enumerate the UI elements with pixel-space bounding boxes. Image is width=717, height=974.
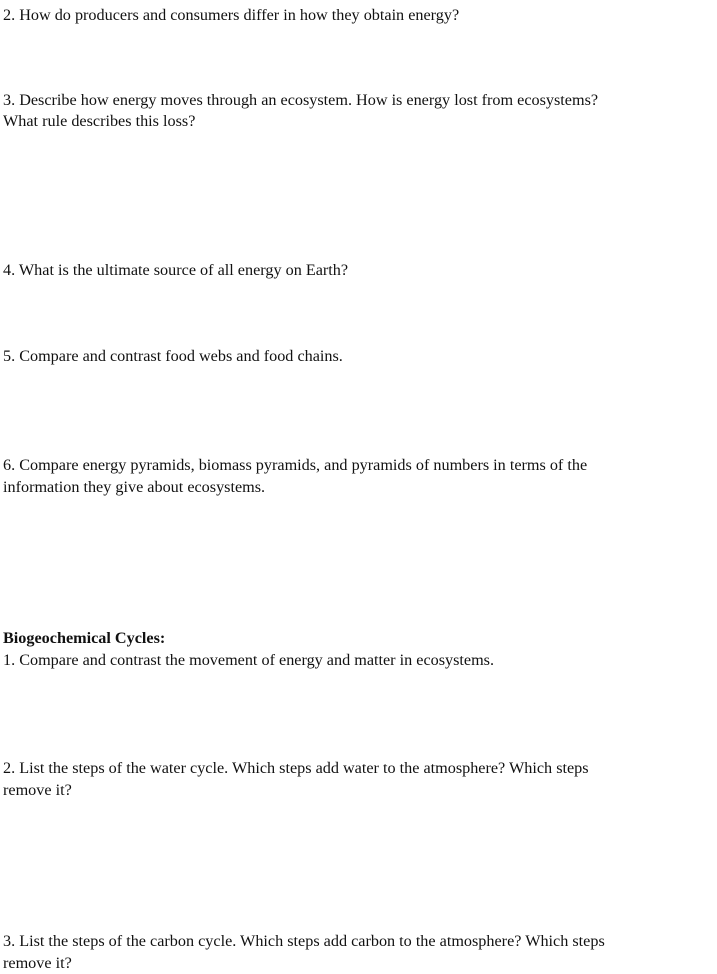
question-6-line-1: 6. Compare energy pyramids, biomass pyramids, and pyramids of numbers in terms of the xyxy=(3,456,588,474)
question-4-line-1: 4. What is the ultimate source of all energy on Earth? xyxy=(3,261,349,279)
bio-question-3-line-1: 3. List the steps of the carbon cycle. Which steps add carbon to the atmosphere? Which steps xyxy=(3,932,605,950)
question-3-line-1: 3. Describe how energy moves through an ecosystem. How is energy lost from ecosystems? xyxy=(3,91,599,109)
bio-question-2-line-1: 2. List the steps of the water cycle. Which steps add water to the atmosphere? Which steps xyxy=(3,759,589,777)
question-6-line-2: information they give about ecosystems. xyxy=(3,478,266,496)
question-5-line-1: 5. Compare and contrast food webs and food chains. xyxy=(3,347,343,365)
bio-question-2-line-2: remove it? xyxy=(3,781,72,799)
question-3-line-2: What rule describes this loss? xyxy=(3,112,196,130)
bio-question-3-line-2: remove it? xyxy=(3,954,72,972)
section-heading-biogeochemical: Biogeochemical Cycles: xyxy=(3,629,166,647)
question-2-line-1: 2. How do producers and consumers differ in how they obtain energy? xyxy=(3,6,460,24)
bio-question-1-line-1: 1. Compare and contrast the movement of energy and matter in ecosystems. xyxy=(3,651,495,669)
